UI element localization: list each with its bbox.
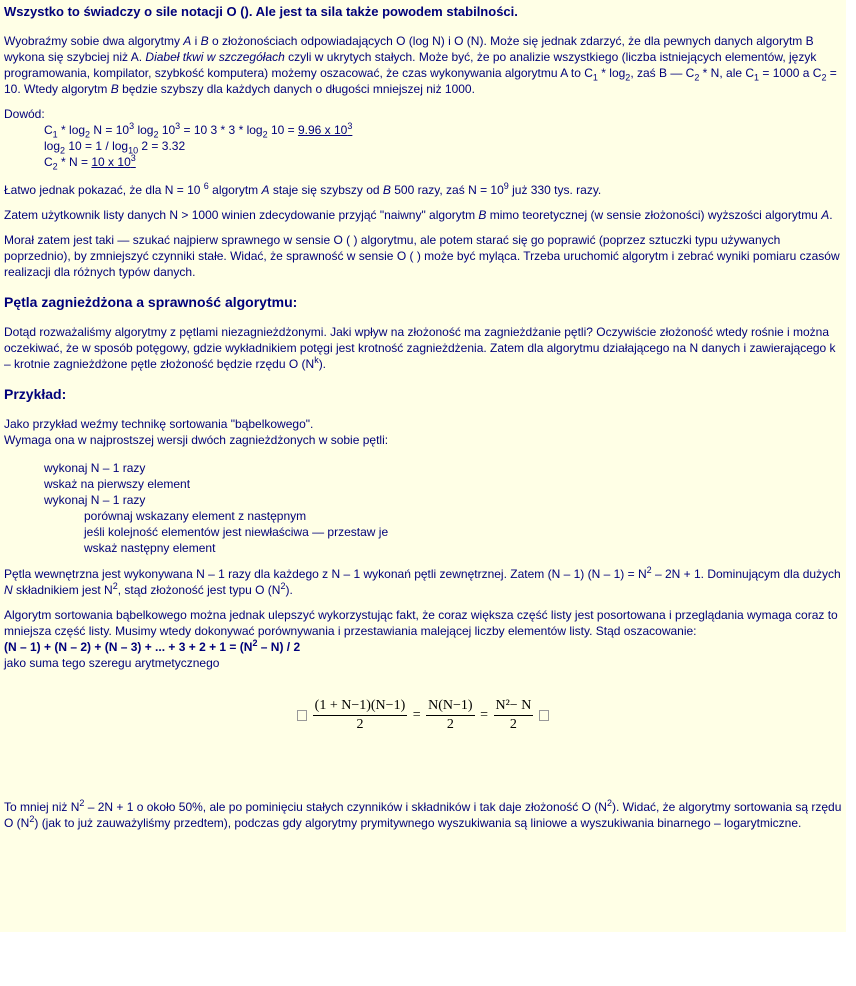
proof-line-3: $C_2 * N = 10$ x $10^3$: [44, 153, 136, 172]
sum-formula: [4, 697, 842, 747]
example-line-2: Wymaga ona w najprostszej wersji dwóch zagnieżdżonych w sobie pętli:: [4, 433, 389, 447]
fraction-1: $\frac{(1 + N-1)(N-1)}{2}$: [314, 698, 406, 732]
paragraph-bubble-improve: [4, 607, 842, 671]
equation-marker-right-icon: [539, 710, 549, 721]
paragraph-inner-loop: Pętla wewnętrzna jest wykonywana N – 1 razy dla każdego z N – 1 wykonań pętli zewnętrznej. Zatem (N – 1) $(N - 1) = N^2 - 2N + 1$. Dominującym dla dużych N składnikiem jest $N^2$, stąd złożoność jest typu O $(N^2)$.: [4, 565, 841, 597]
series-equation: (N – 1) + (N – 2) + (N – 3) + ... + $3 + 2 + 1 = (N^2 - N) / 2$: [4, 638, 301, 654]
paragraph-user-choice: Zatem użytkownik listy danych N > 1000 winien zdecydowanie przyjąć "naiwny" algorytm B mimo teoretycznej (w sensie złożoności) wyższości algorytmu A.: [4, 208, 833, 222]
algorithm-listing: [4, 460, 842, 556]
proof-block: [4, 106, 842, 170]
paragraph-nested-loops: Dotąd rozważaliśmy algorytmy z pętlami niezagnieżdżonymi. Jaki wpływ na złożoność ma zagnieżdżanie pętli? Oczywiście złożoność wtedy rośnie i można oczekiwać, że w sposób potęgowy, gdzie wykładnikiem potęgi jest krotność zagnieżdżenia. Zatem dla algorytmu działającego na N danych i zawierającego k – krotnie zagnieżdżone pętle złożoność będzie rzędu O $(N^k)$.: [4, 325, 836, 371]
fraction-3: $\frac{\text{N²− N}}{2}$: [495, 698, 532, 732]
paragraph-example-intro: [4, 416, 842, 448]
section-heading-example: Przykład:: [4, 386, 67, 402]
paragraph-moral: Morał zatem jest taki — szukać najpierw sprawnego w sensie O ( ) algorytmu, ale potem starać się go poprawić (poprzez sztuczki typu używanych poprzednio), by zmniejszyć czynniki stałe. Widać, że sprawność w sensie O ( ) może być myląca. Trzeba uruchomić algorytm i zebrać wyniki pomiaru czasów realizacji dla różnych typów danych.: [4, 233, 840, 279]
equation-marker-left-icon: [297, 710, 307, 721]
proof-line-2: $\log_2 10 = 1 / \log_{10} 2 = 3.32$: [44, 139, 186, 156]
algo-line-5: jeśli kolejność elementów jest niewłaściwa — przestaw je: [84, 525, 389, 539]
algo-line-4: porównaj wskazany element z następnym: [84, 509, 307, 523]
paragraph-easy-to-show: Łatwo jednak pokazać, że dla N = 10 $^6$ algorytm A staje się szybszy od B 500 razy, zaś $N = 10^9$ już 330 tys. razy.: [4, 181, 602, 197]
paragraph-two-algorithms: Wyobraźmy sobie dwa algorytmy A i B o złożonościach odpowiadających O (log N) i O (N). Może się jednak zdarzyć, że dla pewnych danych algorytm B wykona się szybciej niż A. Diabeł tkwi w szczegółach czyli w ukrytych stałych. Może być, że po analizie wszystkiego (liczba istniejących elementów, język programowania, kompilator, szybkość komputera) możemy oszacować, że czas wykonywania algorytmu A to $C_1 * \log_2$, zaś B — $C_2$ * N, ale $C_1 = 1000$ a $C_2 = 10$. Wtedy algorytm B będzie szybszy dla każdych danych o długości mniejszej niż 1000.: [4, 34, 837, 96]
paragraph-conclusion: To mniej niż $N^2 - 2N + 1$ o około 50%, ale po pominięciu stałych czynników i składników i tak daje złożoność O $(N^2)$. Widać, że algorytmy sortowania są rzędu O $(N^2)$ (jak to już zauważyliśmy przedtem), podczas gdy algorytmy prymitywnego wyszukiwania są liniowe a wyszukiwania binarnego – logarytmiczne.: [4, 798, 842, 830]
section-heading-stability: Wszystko to świadczy o sile notacji O (). Ale jest ta sila także powodem stabilności.: [4, 4, 518, 19]
algo-line-3: wykonaj N – 1 razy: [44, 493, 146, 507]
algo-line-1: wykonaj N – 1 razy: [44, 461, 146, 475]
equals-sign-1: =: [412, 707, 421, 723]
series-caption: jako suma tego szeregu arytmetycznego: [4, 656, 220, 670]
proof-label: Dowód:: [4, 107, 45, 121]
fraction-2: $\frac{N(N-1)}{2}$: [428, 698, 473, 732]
example-line-1: Jako przykład weźmy technikę sortowania "bąbelkowego".: [4, 417, 314, 431]
algo-line-2: wskaż na pierwszy element: [44, 477, 191, 491]
equals-sign-2: =: [480, 707, 488, 723]
proof-line-1: $C_1 * \log_2 N = 10^3$ $\log_2 10^3 = 10$ $3 * 3 * \log_2 10 = 9.96$ x $10^3$: [44, 121, 353, 140]
bubble-improve-text: Algorytm sortowania bąbelkowego można jednak ulepszyć wykorzystując fakt, że coraz większa część listy jest posortowana i przeglądania wymaga coraz to mniejsza część listy. Musimy wtedy dokonywać porównywania i przestawiania malejącej liczby elementów listy. Stąd oszacowanie:: [4, 608, 838, 638]
algo-line-6: wskaż następny element: [84, 541, 216, 555]
section-heading-nested-loop: Pętla zagnieżdżona a sprawność algorytmu:: [4, 294, 298, 310]
